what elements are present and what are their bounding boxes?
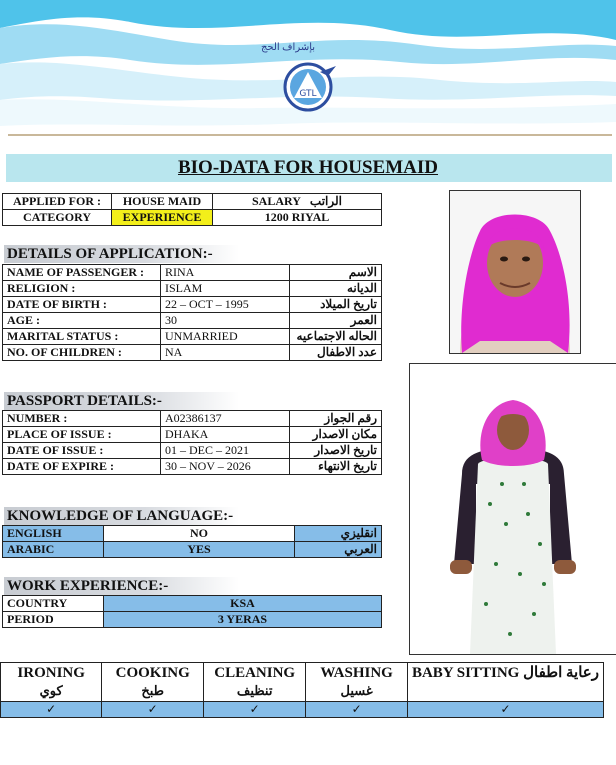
skill-cleaning [204,663,306,702]
work-value: 3 YERAS [104,612,382,628]
table-row [3,459,382,475]
passport-table [2,410,382,475]
detail-label-ar: الديانه [290,281,382,297]
skill-check-icon: ✓ [204,702,306,718]
passport-label: DATE OF ISSUE : [3,443,161,459]
skill-label: BABY SITTING [411,665,520,681]
skill-check-icon: ✓ [306,702,408,718]
detail-value: 30 [161,313,290,329]
skill-check-icon: ✓ [407,702,603,718]
skill-label-ar: غسيل [340,683,373,698]
passport-label: PLACE OF ISSUE : [3,427,161,443]
passport-label-ar: تاريخ الانتهاء [290,459,382,475]
detail-label: AGE : [3,313,161,329]
skill-washing [306,663,408,702]
detail-value: 22 – OCT – 1995 [161,297,290,313]
language-value: NO [104,526,295,542]
passport-label-ar: رقم الجواز [290,411,382,427]
detail-label: DATE OF BIRTH : [3,297,161,313]
skill-label: CLEANING [214,665,296,681]
skills-table [0,662,604,718]
full-body-photo [409,363,616,655]
language-label-ar: العربي [295,542,382,558]
work-heading: WORK EXPERIENCE:- [4,577,239,595]
skill-label-ar: رعاية اطفال [523,665,599,681]
table-row [3,281,382,297]
portrait-photo [449,190,581,354]
salary-label-cell [213,194,382,210]
skill-baby-sitting [407,663,603,702]
language-label: ENGLISH [3,526,104,542]
language-value: YES [104,542,295,558]
table-row [3,265,382,281]
detail-label: MARITAL STATUS : [3,329,161,345]
page-title: BIO-DATA FOR HOUSEMAID [177,157,439,178]
applied-for-label: APPLIED FOR : [3,194,112,210]
language-table [2,525,382,558]
skill-label: COOKING [115,665,190,681]
table-row [3,443,382,459]
header-arabic-mark: بإشراف الحج [260,42,316,53]
passport-label: NUMBER : [3,411,161,427]
passport-value: 30 – NOV – 2026 [161,459,290,475]
passport-label-ar: تاريخ الاصدار [290,443,382,459]
table-row [3,313,382,329]
skill-check-icon: ✓ [102,702,204,718]
passport-label: DATE OF EXPIRE : [3,459,161,475]
category-label: CATEGORY [3,210,112,226]
detail-value: RINA [161,265,290,281]
detail-label: RELIGION : [3,281,161,297]
table-row [3,596,382,612]
work-label: COUNTRY [3,596,104,612]
passport-value: 01 – DEC – 2021 [161,443,290,459]
detail-label-ar: تاريخ الميلاد [290,297,382,313]
company-logo-icon [282,60,338,112]
header-divider [8,134,612,136]
work-label: PERIOD [3,612,104,628]
table-row [3,411,382,427]
detail-label: NAME OF PASSENGER : [3,265,161,281]
passport-value: DHAKA [161,427,290,443]
skill-label-ar: كوي [39,683,63,698]
detail-value: NA [161,345,290,361]
detail-label: NO. OF CHILDREN : [3,345,161,361]
table-row [3,427,382,443]
skill-ironing [1,663,102,702]
applied-table [2,193,382,226]
skill-label: IRONING [17,665,85,681]
passport-label-ar: مكان الاصدار [290,427,382,443]
language-label-ar: انقليزي [295,526,382,542]
salary-label-ar: الراتب [309,194,342,208]
passport-value: A02386137 [161,411,290,427]
detail-label-ar: العمر [290,313,382,329]
skill-label: WASHING [320,665,393,681]
details-heading: DETAILS OF APPLICATION:- [4,245,239,263]
salary-label: SALARY [252,194,301,208]
applied-for-value: HOUSE MAID [112,194,213,210]
details-table [2,264,382,361]
work-table [2,595,382,628]
detail-label-ar: الاسم [290,265,382,281]
detail-label-ar: عدد الاطفال [290,345,382,361]
table-row [3,526,382,542]
table-row [3,612,382,628]
table-row [3,297,382,313]
skill-label-ar: طبخ [141,683,165,698]
salary-value: 1200 RIYAL [213,210,382,226]
detail-label-ar: الحاله الاجتماعيه [290,329,382,345]
logo-text: GTL [299,89,317,99]
work-value: KSA [104,596,382,612]
category-value: EXPERIENCE [112,210,213,226]
detail-value: UNMARRIED [161,329,290,345]
skill-check-icon: ✓ [1,702,102,718]
language-heading: KNOWLEDGE OF LANGUAGE:- [4,507,239,525]
skill-label-ar: تنظيف [236,683,273,698]
detail-value: ISLAM [161,281,290,297]
table-row [3,542,382,558]
table-row [3,329,382,345]
table-row [3,345,382,361]
skill-cooking [102,663,204,702]
passport-heading: PASSPORT DETAILS:- [4,392,239,410]
language-label: ARABIC [3,542,104,558]
